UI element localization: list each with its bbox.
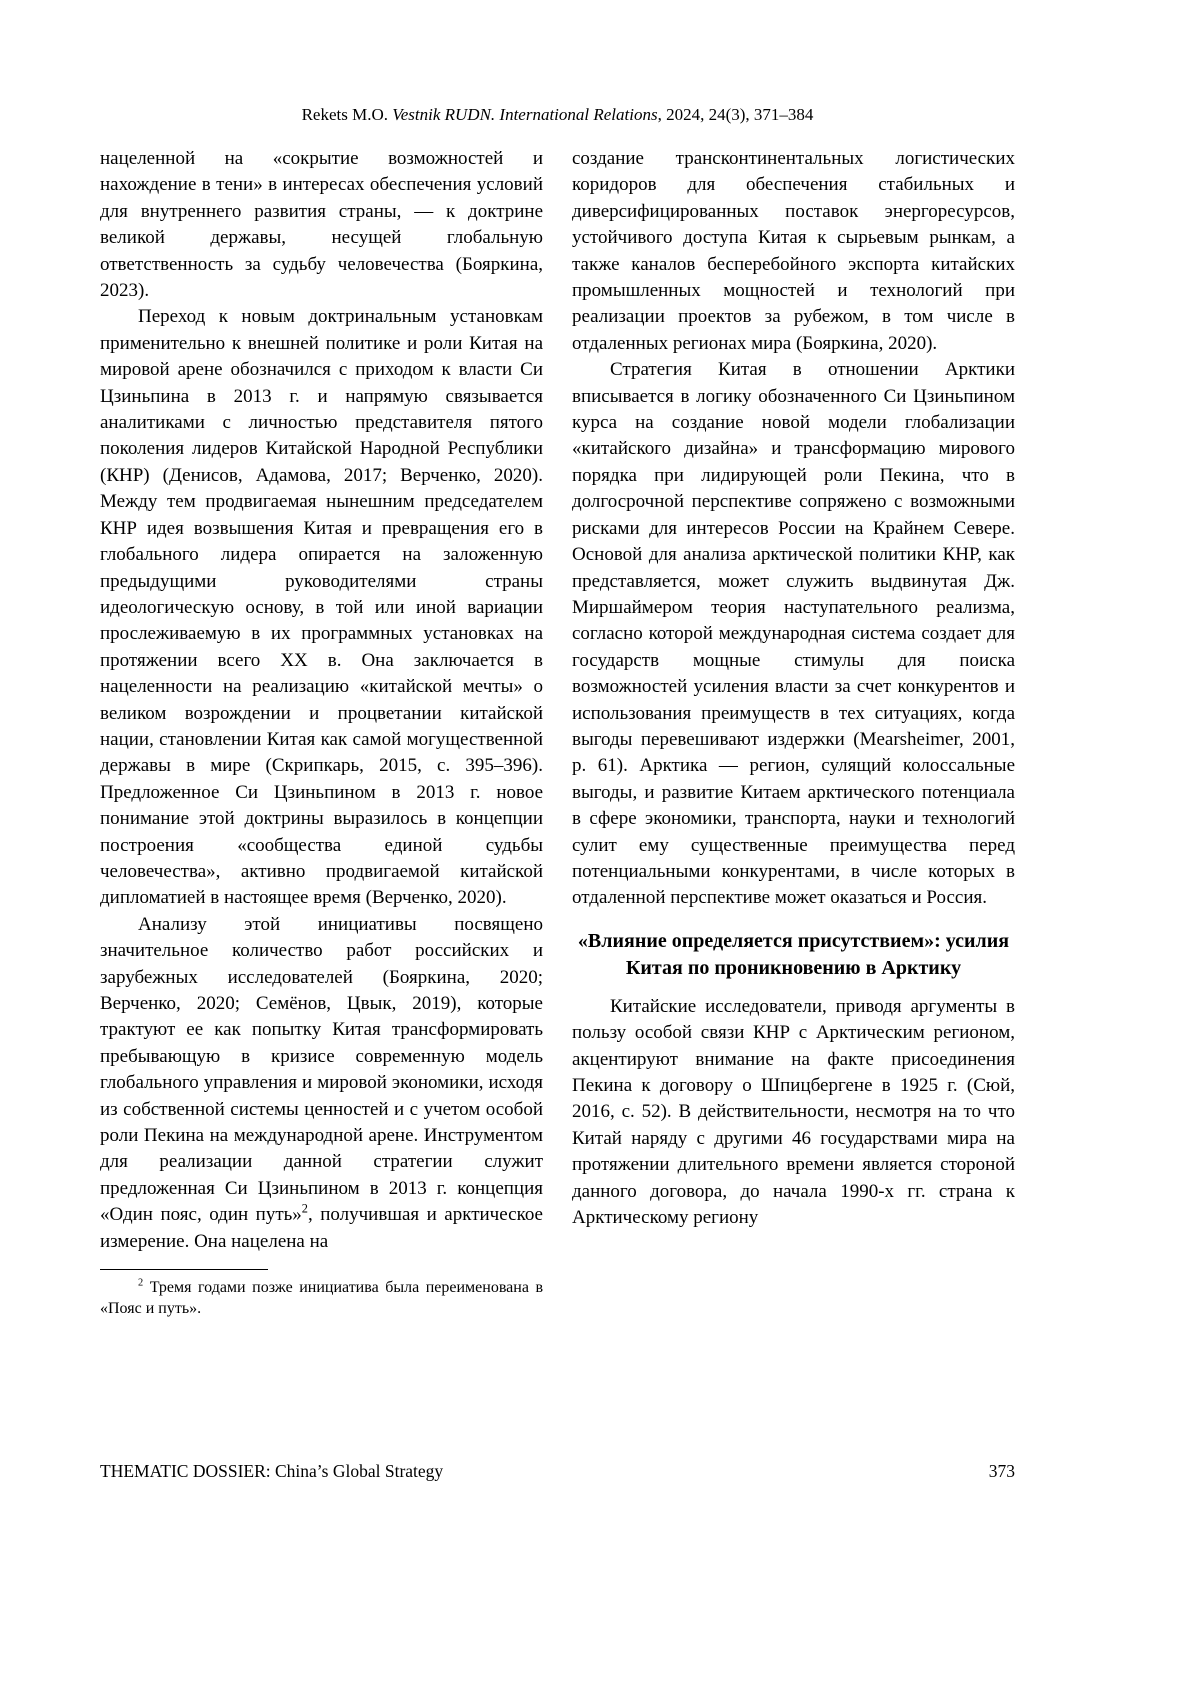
running-head-journal: Vestnik RUDN. International Relations <box>392 105 658 124</box>
paragraph: создание трансконтинентальных логистических коридоров для обеспечения стабильных и диверсифицированных поставок энергоресурсов, устойчивого доступа Китая к сырьевым рынкам, а также каналов бесперебойного экспорта китайских промышленных мощностей и технологий при реализации проектов за рубежом, в том числе в отдаленных регионах мира (Бояркина, 2020). <box>572 148 1015 354</box>
running-head-author: Rekets M.O. <box>301 105 393 124</box>
paragraph: Китайские исследователи, приводя аргументы в пользу особой связи КНР с Арктическим регионом, акцентируют внимание на факте присоединения Пекина к договору о Шпицбергене в 1925 г. (Сюй, 2016, с. 52). В действительности, несмотря на то что Китай наряду с другими 46 государствами мира на протяжении длительного времени является стороной данного договора, до начала 1990-х гг. страна к Арктическому региону <box>572 995 1015 1229</box>
footer-dossier-title: THEMATIC DOSSIER: China’s Global Strategy <box>100 1461 444 1481</box>
paragraph: Стратегия Китая в отношении Арктики вписывается в логику обозначенного Си Цзиньпином курса на создание новой модели глобализации «китайского дизайна» и трансформацию мирового порядка при лидирующей роли Пекина, что в долгосрочной перспективе сопряжено с возможными рисками для интересов России на Крайнем Севере. Основой для анализа арктической политики КНР, как представляется, может служить выдвинутая Дж. Миршаймером теория наступательного реализма, согласно которой международная система создает для государств мощные стимулы для поиска возможностей усиления власти за счет конкурентов и использования преимуществ в тех ситуациях, когда выгоды перевешивают издержки (Mearsheimer, 2001, p. 61). Арктика — регион, сулящий колоссальные выгоды, и развитие Китаем арктического потенциала в сфере экономики, транспорта, науки и технологий сулит ему существенные преимущества перед потенциальными конкурентами, в числе которых в отдаленной перспективе может оказаться и Россия. <box>572 359 1015 909</box>
section-heading: «Влияние определяется присутствием»: усилия Китая по проникновению в Арктику <box>577 929 1010 979</box>
footnote-text: Тремя годами позже инициатива была переименована в «Пояс и путь». <box>100 1279 543 1318</box>
footnote <box>100 1277 543 1319</box>
footnote-block <box>100 1269 543 1319</box>
page-number: 373 <box>988 1461 1015 1481</box>
page-footer <box>100 1460 1015 1483</box>
paragraph-text: , получившая и арктическое измерение. Она нацелена на <box>100 1204 543 1252</box>
paragraph: Переход к новым доктринальным установкам применительно к внешней политике и роли Китая на мировой арене обозначился с приходом к власти Си Цзиньпина в 2013 г. и напрямую связывается аналитиками с личностью представителя пятого поколения лидеров Китайской Народной Республики (КНР) (Денисов, Адамова, 2017; Верченко, 2020). Между тем продвигаемая нынешним председателем КНР идея возвышения Китая и превращения его в глобального лидера опирается на заложенную предыдущими руководителями страны идеологическую основу, в той или иной вариации прослеживаемую в их программных установках на протяжении всего XX в. Она заключается в нацеленности на реализацию «китайской мечты» о великом возрождении и процветании китайской нации, становлении Китая как самой могущественной державы в мире (Скрипкарь, 2015, с. 395–396). Предложенное Си Цзиньпином в 2013 г. новое понимание этой доктрины выразилось в концепции построения «сообщества единой судьбы человечества», активно продвигаемой китайской дипломатией в настоящее время (Верченко, 2020). <box>100 306 543 909</box>
right-column <box>572 146 1015 1319</box>
paragraph: нацеленной на «сокрытие возможностей и нахождение в тени» в интересах обеспечения условий для внутреннего развития страны, — к доктрине великой державы, несущей глобальную ответственность за судьбу человечества (Бояркина, 2023). <box>100 148 543 302</box>
running-head <box>100 104 1015 126</box>
paragraph <box>100 912 543 1255</box>
footnote-reference: 2 <box>301 1201 308 1216</box>
running-head-issue: , 2024, 24(3), 371–384 <box>657 105 814 124</box>
left-column <box>100 146 543 1319</box>
paragraph-text: Анализу этой инициативы посвящено значительное количество работ российских и зарубежных исследователей (Бояркина, 2020; Верченко, 2020; Семёнов, Цвык, 2019), которые трактуют ее как попытку Китая трансформировать пребывающую в кризисе современную модель глобального управления и мировой экономики, исходя из собственной системы ценностей и с учетом особой роли Пекина на международной арене. Инструментом для реализации данной стратегии служит предложенная Си Цзиньпином в 2013 г. концепция «Один пояс, один путь» <box>100 913 543 1226</box>
footnote-rule <box>100 1269 268 1270</box>
footnote-marker: 2 <box>138 1277 144 1289</box>
two-column-body <box>100 146 1015 1319</box>
